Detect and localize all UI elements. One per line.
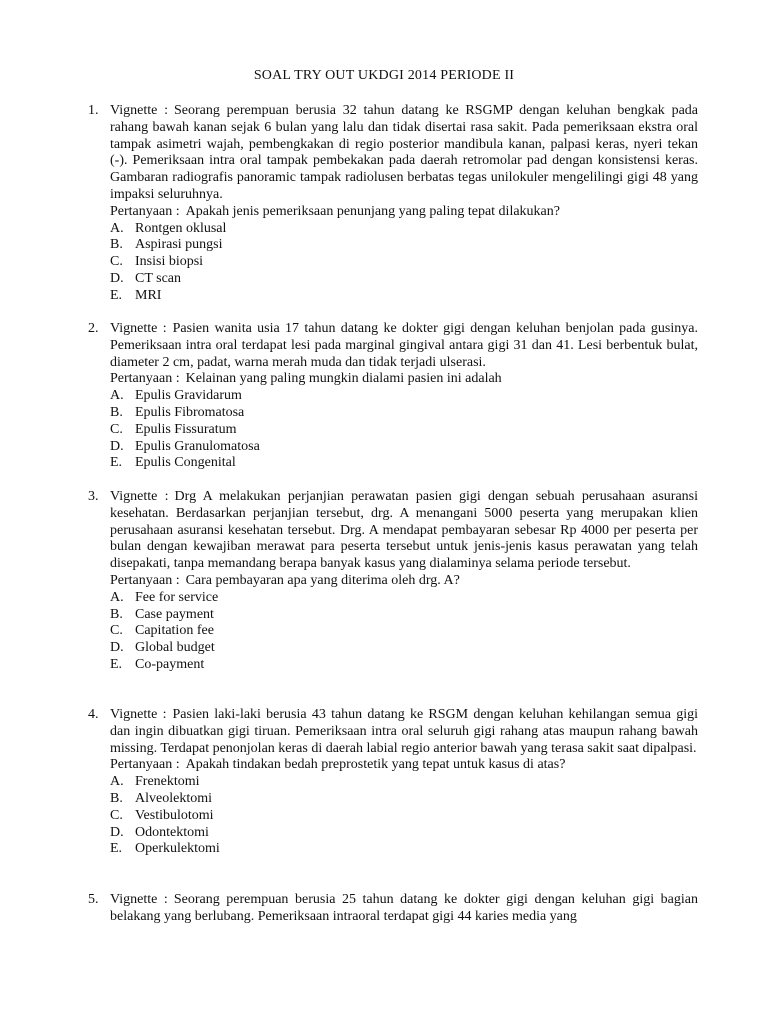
- option-text: Case payment: [135, 606, 214, 622]
- question-5: [88, 892, 698, 926]
- option-letter: A.: [110, 774, 124, 790]
- option-letter: E.: [110, 656, 123, 672]
- option-c: [110, 623, 698, 640]
- option-e: [110, 657, 698, 674]
- vignette: [110, 707, 698, 757]
- option-b: [110, 607, 698, 624]
- vignette-text: Seorang perempuan berusia 25 tahun datang ke dokter gigi dengan keluhan gigi bagian belakang yang berlubang. Pemeriksaan intraoral terdapat gigi 44 karies media yang: [110, 892, 698, 924]
- option-letter: C.: [110, 421, 123, 437]
- option-letter: C.: [110, 254, 123, 270]
- option-text: Epulis Fibromatosa: [135, 404, 245, 420]
- question-text: Apakah jenis pemeriksaan penunjang yang paling tepat dilakukan?: [185, 203, 560, 219]
- question-text: Cara pembayaran apa yang diterima oleh drg. A?: [185, 572, 460, 588]
- question-prompt: [110, 371, 698, 388]
- option-letter: A.: [110, 388, 124, 404]
- option-text: Epulis Congenital: [135, 455, 236, 471]
- option-c: [110, 808, 698, 825]
- vignette-label: Vignette :: [110, 707, 167, 722]
- options-list: [110, 221, 698, 305]
- vignette: [110, 489, 698, 573]
- option-c: [110, 254, 698, 271]
- option-text: Capitation fee: [135, 623, 214, 639]
- option-e: [110, 455, 698, 472]
- option-text: Rontgen oklusal: [135, 220, 227, 236]
- question-number: 1.: [88, 103, 99, 118]
- option-b: [110, 237, 698, 254]
- question-prompt: [110, 573, 698, 590]
- vignette: [110, 103, 698, 204]
- option-letter: D.: [110, 270, 124, 286]
- option-text: Insisi biopsi: [135, 254, 204, 270]
- question-4: [88, 707, 698, 858]
- question-label: Pertanyaan :: [110, 572, 180, 588]
- option-text: Frenektomi: [135, 774, 200, 790]
- question-number: 2.: [88, 321, 99, 336]
- question-text: Kelainan yang paling mungkin dialami pasien ini adalah: [185, 371, 502, 387]
- option-text: Operkulektomi: [135, 841, 220, 857]
- option-text: Epulis Gravidarum: [135, 388, 242, 404]
- vignette-label: Vignette :: [110, 489, 169, 504]
- option-text: Global budget: [135, 640, 215, 656]
- option-text: Vestibulotomi: [135, 807, 214, 823]
- vignette-label: Vignette :: [110, 103, 169, 118]
- option-letter: B.: [110, 404, 123, 420]
- option-letter: B.: [110, 237, 123, 253]
- vignette: [110, 892, 698, 926]
- option-c: [110, 422, 698, 439]
- option-a: [110, 221, 698, 238]
- option-letter: C.: [110, 623, 123, 639]
- option-text: CT scan: [135, 270, 182, 286]
- option-text: Epulis Granulomatosa: [135, 438, 260, 454]
- vignette-text: Drg A melakukan perjanjian perawatan pasien gigi dengan sebuah perusahaan asuransi kesehatan. Berdasarkan perjanjian tersebut, drg. A menangani 5000 peserta yang merupakan klien perusahaan asuransi kesehatan tersebut. Drg. A mendapat pembayaran sebesar Rp 4000 per peserta per bulan dengan kewajiban merawat para peserta tersebut untuk jenis-jenis kasus perawatan yang telah disepakati, tanpa memandang berapa banyak kasus yang dialaminya selama periode tersebut.: [110, 489, 699, 572]
- option-text: Fee for service: [135, 589, 219, 605]
- option-text: Co-payment: [135, 656, 205, 672]
- question-2: [88, 321, 698, 472]
- option-letter: B.: [110, 606, 123, 622]
- option-letter: E.: [110, 841, 123, 857]
- vignette-text: Pasien wanita usia 17 tahun datang ke dokter gigi dengan keluhan benjolan pada gusinya. Pemeriksaan intra oral terdapat lesi pada marginal gingival antara gigi 31 dan 41. Lesi berbentuk bulat, diameter 2 cm, padat, warna merah muda dan tidak terjadi ulserasi.: [110, 321, 698, 370]
- option-letter: D.: [110, 438, 124, 454]
- option-a: [110, 388, 698, 405]
- option-text: MRI: [135, 287, 162, 303]
- option-d: [110, 825, 698, 842]
- question-1: [88, 103, 698, 305]
- option-text: Aspirasi pungsi: [135, 237, 223, 253]
- option-text: Epulis Fissuratum: [135, 421, 237, 437]
- question-number: 5.: [88, 892, 99, 907]
- question-label: Pertanyaan :: [110, 757, 180, 773]
- vignette-text: Pasien laki-laki berusia 43 tahun datang ke RSGM dengan keluhan kehilangan semua gigi dan ingin dibuatkan gigi tiruan. Pemeriksaan intra oral seluruh gigi rahang atas maupun rahang bawah missing. Terdapat penonjolan keras di daerah labial regio anterior bawah yang terasa sakit saat dipalpasi.: [110, 707, 698, 756]
- option-b: [110, 791, 698, 808]
- option-e: [110, 288, 698, 305]
- option-d: [110, 271, 698, 288]
- option-e: [110, 841, 698, 858]
- option-letter: A.: [110, 220, 124, 236]
- vignette-label: Vignette :: [110, 321, 167, 336]
- question-prompt: [110, 757, 698, 774]
- option-letter: E.: [110, 287, 123, 303]
- option-b: [110, 405, 698, 422]
- option-text: Odontektomi: [135, 824, 209, 840]
- option-letter: A.: [110, 589, 124, 605]
- option-d: [110, 439, 698, 456]
- options-list: [110, 388, 698, 472]
- option-letter: B.: [110, 790, 123, 806]
- page-title: SOAL TRY OUT UKDGI 2014 PERIODE II: [253, 68, 515, 83]
- options-list: [110, 774, 698, 858]
- option-text: Alveolektomi: [135, 790, 212, 806]
- question-text: Apakah tindakan bedah preprostetik yang tepat untuk kasus di atas?: [185, 757, 566, 773]
- question-label: Pertanyaan :: [110, 203, 180, 219]
- question-3: [88, 489, 698, 674]
- vignette-text: Seorang perempuan berusia 32 tahun datang ke RSGMP dengan keluhan bengkak pada rahang bawah kanan sejak 6 bulan yang lalu dan tidak disertai rasa sakit. Pada pemeriksaan ekstra oral tampak asimetri wajah, pembengkakan di regio posterior mandibula kanan, palpasi keras, nyeri tekan (-). Pemeriksaan intra oral tampak pembekakan pada daerah retromolar pad dengan konsistensi keras. Gambaran radiografis panoramic tampak radiolusen berbatas tegas unilokuler mengelilingi gigi 48 yang impaksi seluruhnya.: [110, 103, 698, 202]
- vignette: [110, 321, 698, 371]
- option-a: [110, 774, 698, 791]
- options-list: [110, 590, 698, 674]
- option-letter: C.: [110, 807, 123, 823]
- question-number: 3.: [88, 489, 99, 504]
- question-label: Pertanyaan :: [110, 371, 180, 387]
- question-prompt: [110, 204, 698, 221]
- option-letter: D.: [110, 640, 124, 656]
- option-a: [110, 590, 698, 607]
- option-d: [110, 640, 698, 657]
- option-letter: E.: [110, 455, 123, 471]
- question-number: 4.: [88, 707, 99, 722]
- vignette-label: Vignette :: [110, 892, 168, 907]
- option-letter: D.: [110, 824, 124, 840]
